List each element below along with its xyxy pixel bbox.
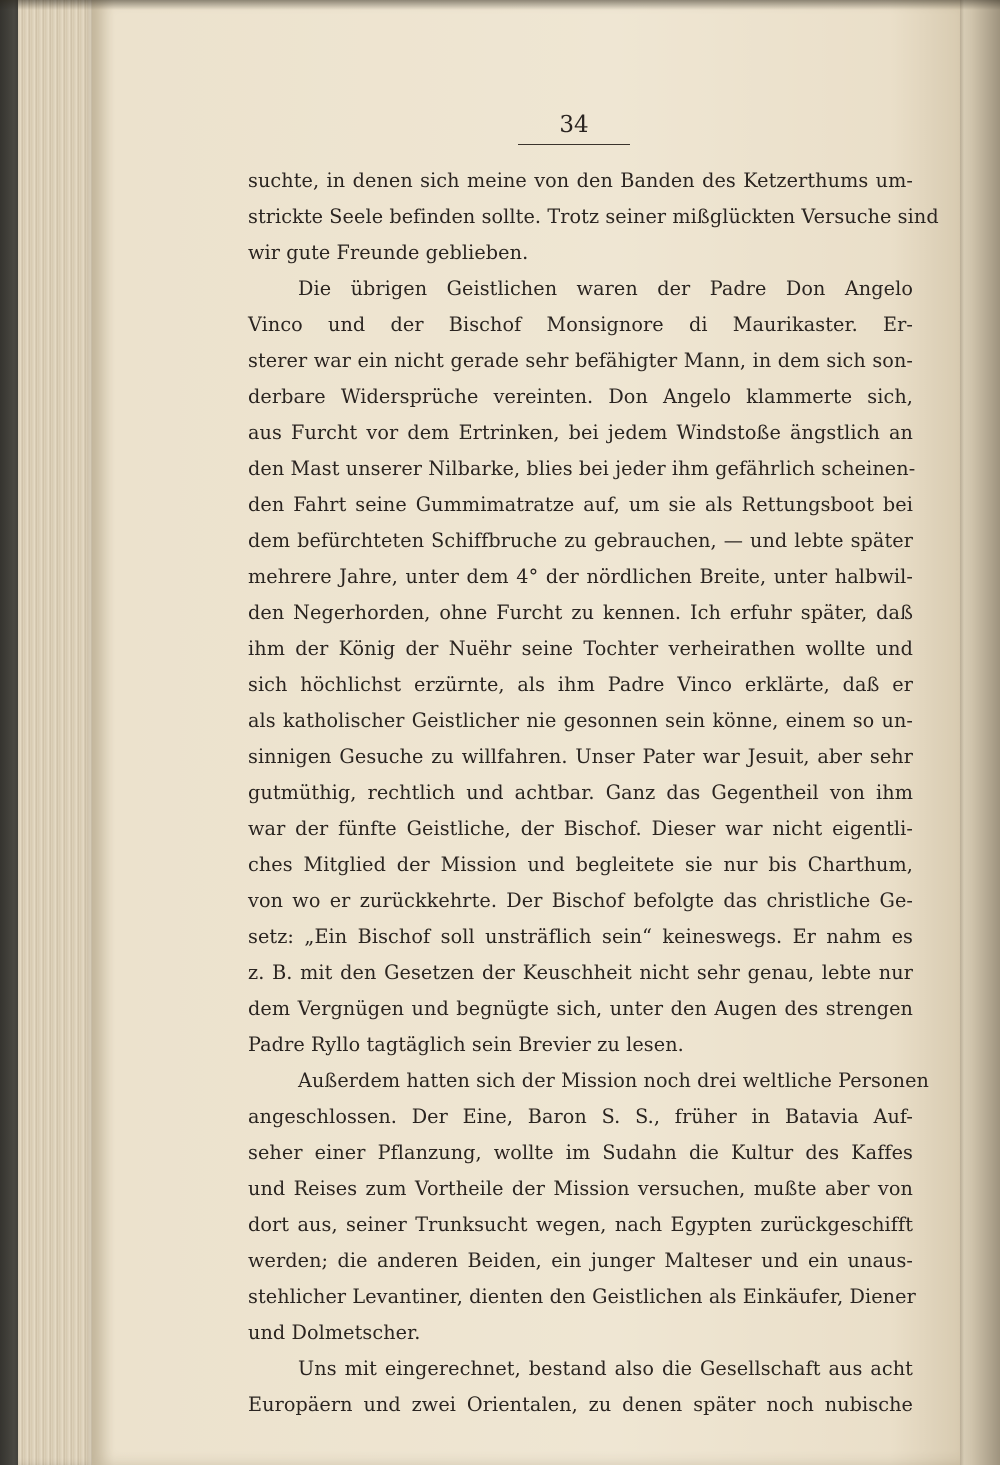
text-line: gutmüthig, rechtlich und achtbar. Ganz das Gegentheil von ihm bbox=[248, 781, 913, 804]
page-edges bbox=[18, 0, 96, 1465]
text-line: werden; die anderen Beiden, ein junger Malteser und ein unaus- bbox=[248, 1249, 913, 1272]
text-line: stehlicher Levantiner, dienten den Geistlichen als Einkäufer, Diener bbox=[248, 1285, 916, 1308]
text-line: den Fahrt seine Gummimatratze auf, um sie als Rettungsboot bei bbox=[248, 493, 913, 516]
text-line: sterer war ein nicht gerade sehr befähigter Mann, in dem sich son- bbox=[248, 349, 913, 372]
text-line: sich höchlichst erzürnte, als ihm Padre Vinco erklärte, daß er bbox=[248, 673, 913, 696]
text-line: dem Vergnügen und begnügte sich, unter den Augen des strengen bbox=[248, 997, 913, 1020]
facing-page-edge bbox=[960, 0, 1000, 1465]
text-line: strickte Seele befinden sollte. Trotz seiner mißglückten Versuche sind bbox=[248, 205, 939, 228]
text-line: als katholischer Geistlicher nie gesonnen sein könne, einem so un- bbox=[248, 709, 913, 732]
text-line: ihm der König der Nuëhr seine Tochter verheirathen wollte und bbox=[248, 637, 913, 660]
text-line: Die übrigen Geistlichen waren der Padre Don Angelo bbox=[298, 277, 913, 300]
text-line: mehrere Jahre, unter dem 4° der nördlichen Breite, unter halbwil- bbox=[248, 565, 913, 588]
text-line: und Reises zum Vortheile der Mission versuchen, mußte aber von bbox=[248, 1177, 913, 1200]
text-line: den Mast unserer Nilbarke, blies bei jeder ihm gefährlich scheinen- bbox=[248, 457, 916, 480]
text-line: z. B. mit den Gesetzen der Keuschheit nicht sehr genau, lebte nur bbox=[248, 961, 913, 984]
text-line: den Negerhorden, ohne Furcht zu kennen. Ich erfuhr später, daß bbox=[248, 601, 913, 624]
body-text bbox=[248, 163, 939, 1423]
text-line: derbare Widersprüche vereinten. Don Angelo klammerte sich, bbox=[248, 385, 913, 408]
top-shadow bbox=[0, 0, 1000, 10]
text-line: und Dolmetscher. bbox=[248, 1321, 421, 1344]
page-number: 34 bbox=[518, 110, 630, 145]
text-block bbox=[248, 110, 939, 1423]
text-line: setz: „Ein Bischof soll unsträflich sein“ keineswegs. Er nahm es bbox=[248, 925, 913, 948]
text-line: sinnigen Gesuche zu willfahren. Unser Pater war Jesuit, aber sehr bbox=[248, 745, 913, 768]
text-line: war der fünfte Geistliche, der Bischof. Dieser war nicht eigentli- bbox=[248, 817, 913, 840]
text-line: dort aus, seiner Trunksucht wegen, nach Egypten zurückgeschifft bbox=[248, 1213, 913, 1236]
text-line: wir gute Freunde geblieben. bbox=[248, 241, 529, 264]
text-line: angeschlossen. Der Eine, Baron S. S., früher in Batavia Auf- bbox=[248, 1105, 913, 1128]
text-line: Außerdem hatten sich der Mission noch drei weltliche Personen bbox=[298, 1069, 929, 1092]
text-line: Padre Ryllo tagtäglich sein Brevier zu lesen. bbox=[248, 1033, 684, 1056]
text-line: von wo er zurückkehrte. Der Bischof befolgte das christliche Ge- bbox=[248, 889, 913, 912]
text-line: ches Mitglied der Mission und begleitete sie nur bis Charthum, bbox=[248, 853, 913, 876]
text-line: suchte, in denen sich meine von den Banden des Ketzerthums um- bbox=[248, 169, 913, 192]
text-line: Europäern und zwei Orientalen, zu denen später noch nubische bbox=[248, 1393, 913, 1416]
text-line: aus Furcht vor dem Ertrinken, bei jedem Windstoße ängstlich an bbox=[248, 421, 913, 444]
text-line: Vinco und der Bischof Monsignore di Maurikaster. Er- bbox=[248, 313, 913, 336]
text-line: Uns mit eingerechnet, bestand also die Gesellschaft aus acht bbox=[298, 1357, 913, 1380]
text-line: dem befürchteten Schiffbruche zu gebrauchen, — und lebte später bbox=[248, 529, 913, 552]
text-line: seher einer Pflanzung, wollte im Sudahn die Kultur des Kaffes bbox=[248, 1141, 913, 1164]
